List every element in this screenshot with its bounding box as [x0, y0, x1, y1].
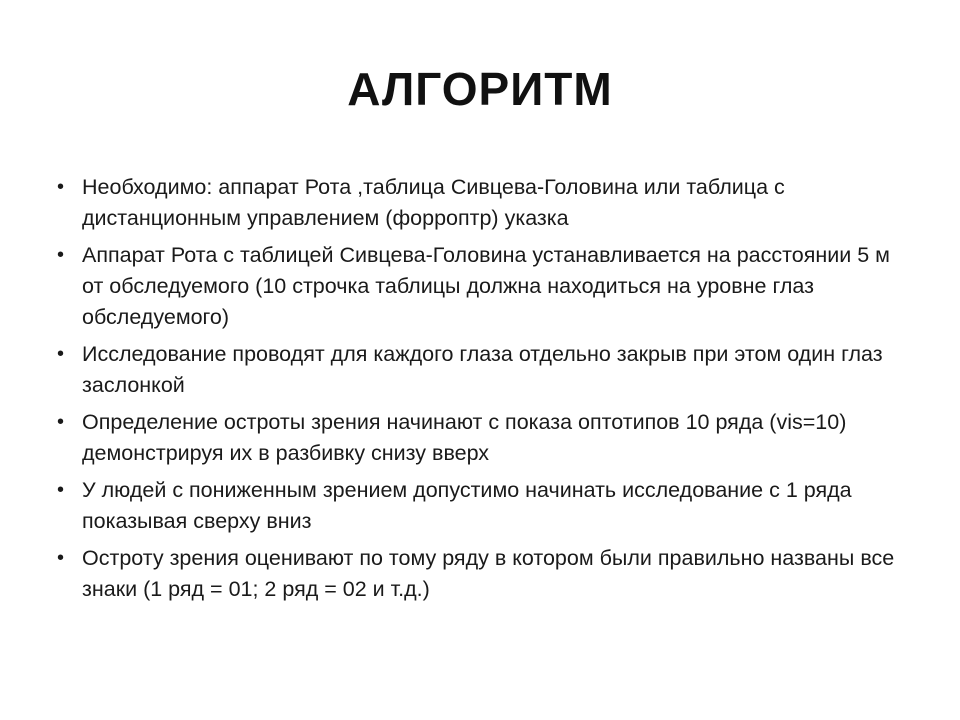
bullet-icon: •: [57, 176, 65, 198]
bullet-text: Исследование проводят для каждого глаза отдельно закрыв при этом один глаз заслонкой: [82, 342, 883, 397]
bullet-icon: •: [57, 547, 65, 569]
bullet-icon: •: [57, 343, 65, 365]
bullet-icon: •: [57, 411, 65, 433]
bullet-text: Аппарат Рота с таблицей Сивцева-Головина устанавливается на расстоянии 5 м от обследуемого (10 строчка таблицы должна находиться на уровне глаз обследуемого): [82, 243, 890, 329]
bullet-text: Необходимо: аппарат Рота ,таблица Сивцева-Головина или таблица с дистанционным управлением (форроптр) указка: [82, 175, 785, 230]
list-item: [56, 543, 916, 605]
list-item: [56, 407, 916, 469]
list-item: [56, 172, 916, 234]
bullet-text: Определение остроты зрения начинают с показа оптотипов 10 ряда (vis=10) демонстрируя их в разбивку снизу вверх: [82, 410, 847, 465]
bullet-icon: •: [57, 244, 65, 266]
list-item: [56, 339, 916, 401]
list-item: [56, 475, 916, 537]
bullet-text: У людей с пониженным зрением допустимо начинать исследование с 1 ряда показывая сверху вниз: [82, 478, 852, 533]
slide-title: АЛГОРИТМ: [347, 63, 613, 115]
list-item: [56, 240, 916, 333]
bullet-icon: •: [57, 479, 65, 501]
bullet-list: [56, 172, 916, 611]
bullet-text: Остроту зрения оценивают по тому ряду в котором были правильно названы все знаки (1 ряд = 01; 2 ряд = 02 и т.д.): [82, 546, 895, 601]
